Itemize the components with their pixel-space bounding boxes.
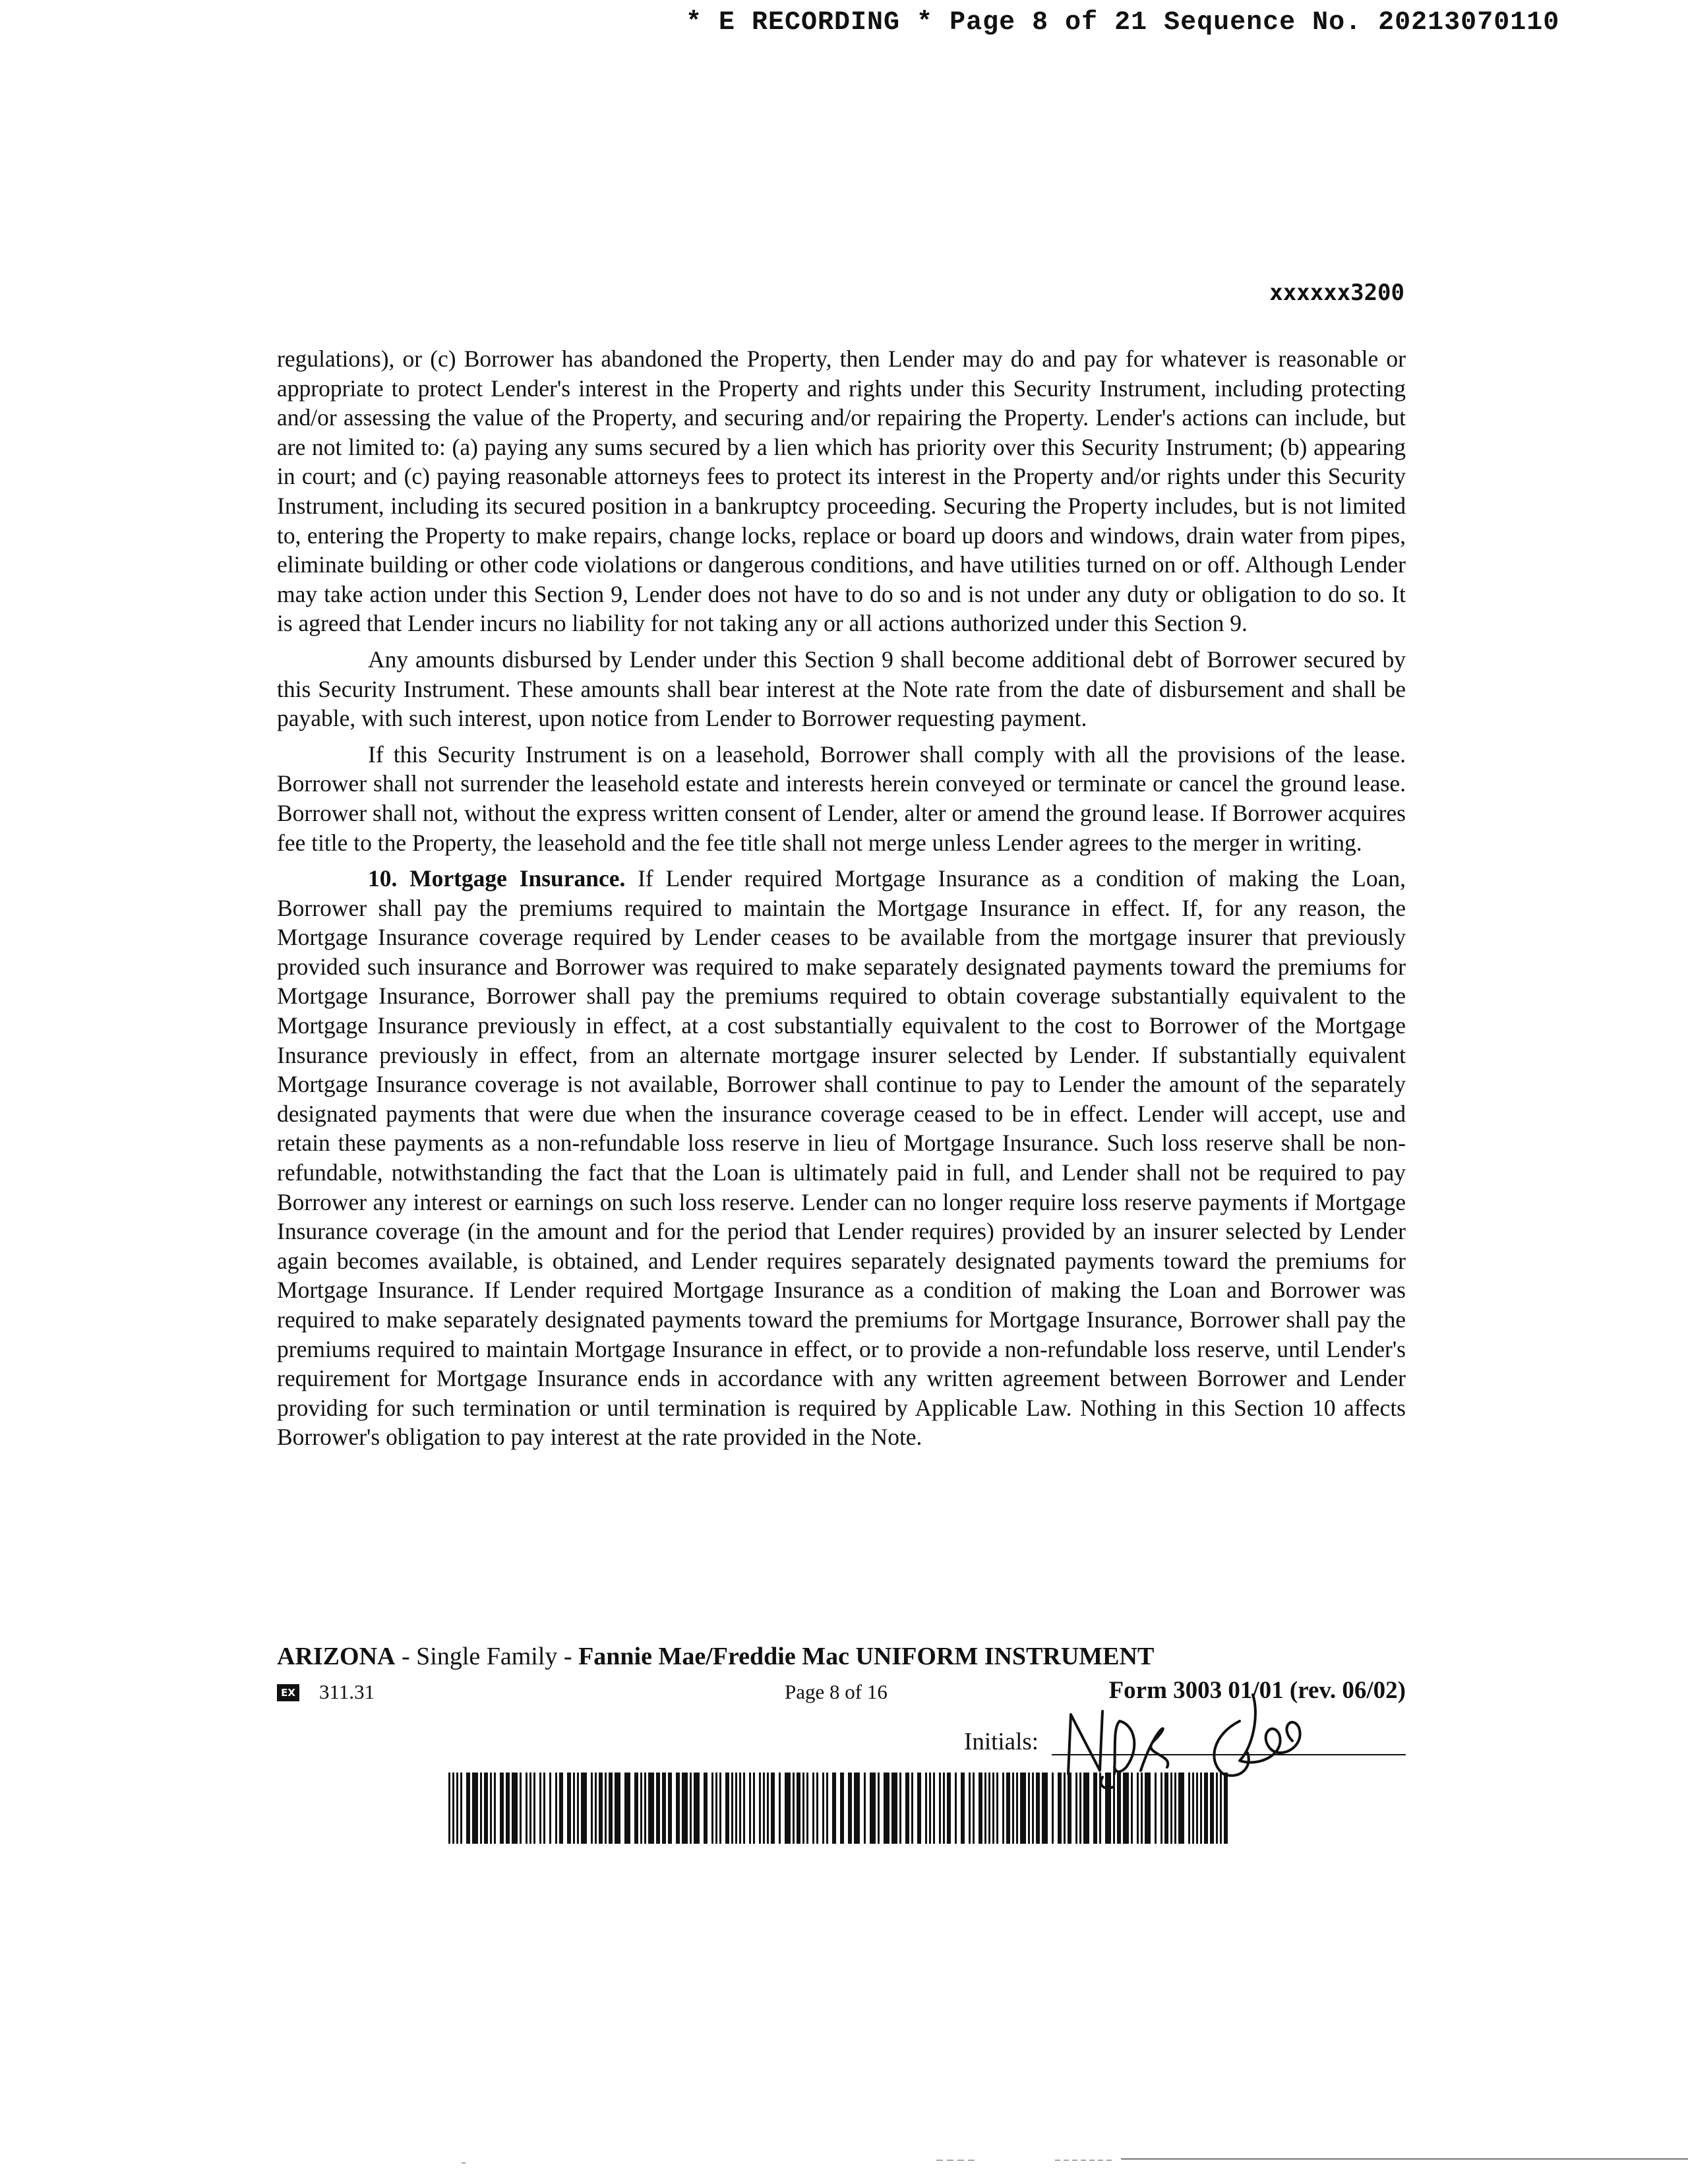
form-instrument-name: Fannie Mae/Freddie Mac UNIFORM INSTRUMENT bbox=[578, 1643, 1155, 1670]
form-title bbox=[277, 1642, 1406, 1671]
form-number: Form 3003 01/01 (rev. 06/02) bbox=[1108, 1677, 1406, 1704]
page-number: Page 8 of 16 bbox=[785, 1680, 888, 1703]
loan-reference: xxxxxx3200 bbox=[1269, 280, 1404, 306]
paragraph-section-9-continued: regulations), or (c) Borrower has abandoned the Property, then Lender may do and pay for whatever is reasonable or appropriate to protect Lender's interest in the Property and rights under this Security Instrument, including protecting and/or assessing the value of the Property, and securing and/or repairing the Property. Lender's actions can include, but are not limited to: (a) paying any sums secured by a lien which has priority over this Security Instrument; (b) appearing in court; and (c) paying reasonable attorneys fees to protect its interest in the Property and/or rights under this Security Instrument, including its secured position in a bankruptcy proceeding. Securing the Property includes, but is not limited to, entering the Property to make repairs, change locks, replace or board up doors and windows, drain water from pipes, eliminate building or other code violations or dangerous conditions, and have utilities turned on or off. Although Lender may take action under this Section 9, Lender does not have to do so and is not under any duty or obligation to do so. It is agreed that Lender incurs no liability for not taking any or all actions authorized under this Section 9. bbox=[277, 346, 1406, 637]
form-state: ARIZONA bbox=[277, 1643, 396, 1670]
paragraph-leasehold: If this Security Instrument is on a leasehold, Borrower shall comply with all the provisions of the lease. Borrower shall not surrender the leasehold estate and interests herein conveyed or terminate or cancel the ground lease. Borrower shall not, without the express written consent of Lender, alter or amend the ground lease. If Borrower acquires fee title to the Property, the leasehold and the fee title shall not merge unless Lender agrees to the merger in writing. bbox=[277, 741, 1406, 856]
document-body bbox=[277, 344, 1406, 1459]
initials-label: Initials: bbox=[964, 1728, 1039, 1755]
recording-header: * E RECORDING * Page 8 of 21 Sequence No. 20213070110 bbox=[686, 8, 1560, 38]
section-10-text: If Lender required Mortgage Insurance as a condition of making the Loan, Borrower shall pay the premiums required to maintain the Mortgage Insurance in effect. If, for any reason, the Mortgage Insurance coverage required by Lender ceases to be available from the mortgage insurer that previously provided such insurance and Borrower was required to make separately designated payments toward the premiums for Mortgage Insurance, Borrower shall pay the premiums required to obtain coverage substantially equivalent to the Mortgage Insurance previously in effect, at a cost substantially equivalent to the cost to Borrower of the Mortgage Insurance previously in effect, from an alternate mortgage insurer selected by Lender. If substantially equivalent Mortgage Insurance coverage is not available, Borrower shall continue to pay to Lender the amount of the separately designated payments that were due when the insurance coverage ceased to be in effect. Lender will accept, use and retain these payments as a non-refundable loss reserve in lieu of Mortgage Insurance. Such loss reserve shall be non-refundable, notwithstanding the fact that the Loan is ultimately paid in full, and Lender shall not be required to pay Borrower any interest or earnings on such loss reserve. Lender can no longer require loss reserve payments if Mortgage Insurance coverage (in the amount and for the period that Lender requires) provided by an insurer selected by Lender again becomes available, is obtained, and Lender requires separately designated payments toward the premiums for Mortgage Insurance. If Lender required Mortgage Insurance as a condition of making the Loan and Borrower was required to make separately designated payments toward the premiums for Mortgage Insurance, Borrower shall pay the premiums required to maintain Mortgage Insurance in effect, or to provide a non-refundable loss reserve, until Lender's requirement for Mortgage Insurance ends in accordance with any written agreement between Borrower and Lender providing for such termination or until termination is required by Applicable Law. Nothing in this Section 10 affects Borrower's obligation to pay interest at the rate provided in the Note. bbox=[277, 865, 1406, 1451]
form-title-separator: - Single Family - bbox=[395, 1643, 579, 1670]
paragraph-disbursed-amounts: Any amounts disbursed by Lender under this Section 9 shall become additional debt of Borrower secured by this Security Instrument. These amounts shall bear interest at the Note rate from the date of disbursement and shall be payable, with such interest, upon notice from Lender to Borrower requesting payment. bbox=[277, 646, 1406, 732]
section-10-title: 10. Mortgage Insurance. bbox=[368, 865, 626, 892]
form-code: 311.31 bbox=[319, 1680, 375, 1703]
paragraph-mortgage-insurance bbox=[277, 864, 1406, 1452]
form-provider-icon: EX bbox=[277, 1684, 299, 1701]
document-barcode bbox=[448, 1773, 1228, 1844]
scan-edge-marks bbox=[0, 2156, 1688, 2169]
